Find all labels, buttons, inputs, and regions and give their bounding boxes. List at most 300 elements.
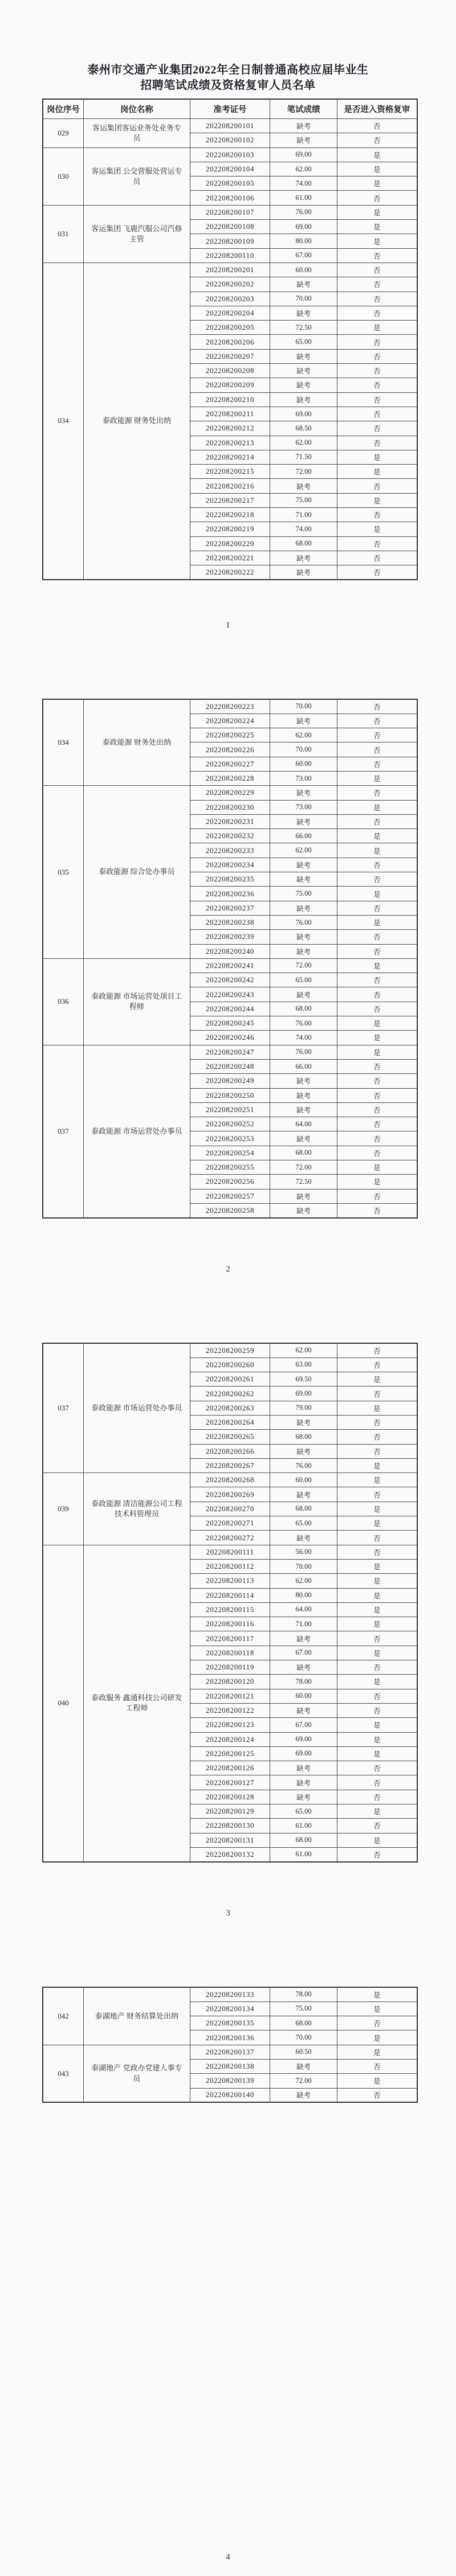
written-score-cell: 缺考 xyxy=(270,1703,337,1717)
results-table xyxy=(42,1343,418,1863)
exam-number-cell: 202208200260 xyxy=(190,1357,270,1372)
written-score-cell: 69.00 xyxy=(270,1732,337,1746)
exam-number-cell: 202208200128 xyxy=(190,1790,270,1804)
written-score-cell: 72.50 xyxy=(270,321,337,335)
exam-number-cell: 202208200250 xyxy=(190,1088,270,1102)
written-score-cell: 75.00 xyxy=(270,493,337,507)
exam-number-cell: 202208200235 xyxy=(190,872,270,887)
review-status-cell: 否 xyxy=(337,1189,417,1203)
review-status-cell: 否 xyxy=(337,2059,417,2073)
post-name-cell: 泰政能源 综合处办事员 xyxy=(84,786,190,959)
review-status-cell: 否 xyxy=(337,1074,417,1088)
exam-number-cell: 202208200110 xyxy=(190,248,270,262)
review-status-cell: 否 xyxy=(337,1357,417,1372)
exam-number-cell: 202208200131 xyxy=(190,1833,270,1847)
written-score-cell: 67.00 xyxy=(270,248,337,262)
written-score-cell: 64.00 xyxy=(270,1117,337,1131)
written-score-cell: 60.00 xyxy=(270,262,337,277)
review-status-cell: 否 xyxy=(337,757,417,771)
exam-number-cell: 202208200108 xyxy=(190,220,270,234)
exam-number-cell: 202208200113 xyxy=(190,1574,270,1588)
written-score-cell: 62.00 xyxy=(270,162,337,176)
exam-number-cell: 202208200262 xyxy=(190,1387,270,1401)
exam-number-cell: 202208200272 xyxy=(190,1531,270,1545)
page-number: 2 xyxy=(226,1265,230,1274)
exam-number-cell: 202208200234 xyxy=(190,858,270,872)
review-status-cell: 是 xyxy=(337,2045,417,2059)
exam-number-cell: 202208200266 xyxy=(190,1444,270,1458)
written-score-cell: 缺考 xyxy=(270,551,337,565)
results-table-wrap xyxy=(42,699,418,1219)
page-3 xyxy=(0,1288,456,1932)
table-row xyxy=(43,1545,417,1559)
post-name-cell: 泰湖地产 财务结算处出纳 xyxy=(84,1987,190,2045)
post-name-cell: 客运集团 飞鹿汽服公司汽修主管 xyxy=(84,205,190,262)
exam-number-cell: 202208200120 xyxy=(190,1675,270,1689)
written-score-cell: 69.00 xyxy=(270,407,337,421)
written-score-cell: 65.00 xyxy=(270,973,337,987)
post-name-cell: 泰政能源 市场运营处办事员 xyxy=(84,1343,190,1473)
exam-number-cell: 202208200257 xyxy=(190,1189,270,1203)
exam-number-cell: 202208200208 xyxy=(190,364,270,378)
review-status-cell: 是 xyxy=(337,177,417,191)
written-score-cell: 缺考 xyxy=(270,1660,337,1675)
written-score-cell: 69.00 xyxy=(270,220,337,234)
review-status-cell: 否 xyxy=(337,191,417,205)
review-status-cell: 否 xyxy=(337,1102,417,1117)
written-score-cell: 75.00 xyxy=(270,887,337,901)
review-status-cell: 是 xyxy=(337,887,417,901)
written-score-cell: 74.00 xyxy=(270,177,337,191)
written-score-cell: 缺考 xyxy=(270,565,337,580)
exam-number-cell: 202208200213 xyxy=(190,436,270,450)
post-number-cell: 034 xyxy=(43,699,84,786)
written-score-cell: 缺考 xyxy=(270,987,337,1002)
post-number-cell: 040 xyxy=(43,1545,84,1862)
results-table-wrap xyxy=(42,99,418,580)
written-score-cell: 73.00 xyxy=(270,800,337,814)
review-status-cell: 否 xyxy=(337,930,417,944)
written-score-cell: 71.50 xyxy=(270,450,337,464)
exam-number-cell: 202208200103 xyxy=(190,147,270,162)
written-score-cell: 68.50 xyxy=(270,421,337,436)
review-status-cell: 否 xyxy=(337,814,417,828)
exam-number-cell: 202208200236 xyxy=(190,887,270,901)
review-status-cell: 是 xyxy=(337,205,417,219)
written-score-cell: 69.50 xyxy=(270,1372,337,1387)
table-row xyxy=(43,2045,417,2059)
review-status-cell: 否 xyxy=(337,262,417,277)
review-status-cell: 否 xyxy=(337,1847,417,1861)
written-score-cell: 缺考 xyxy=(270,2088,337,2102)
review-status-cell: 否 xyxy=(337,508,417,522)
written-score-cell: 68.00 xyxy=(270,1502,337,1516)
review-status-cell: 否 xyxy=(337,119,417,133)
table-body xyxy=(43,699,417,1218)
review-status-cell: 是 xyxy=(337,234,417,248)
written-score-cell: 缺考 xyxy=(270,277,337,292)
column-header: 岗位序号 xyxy=(43,99,84,119)
written-score-cell: 缺考 xyxy=(270,944,337,958)
exam-number-cell: 202208200218 xyxy=(190,508,270,522)
post-number-cell: 043 xyxy=(43,2045,84,2102)
review-status-cell: 否 xyxy=(337,1117,417,1131)
written-score-cell: 71.00 xyxy=(270,1617,337,1631)
exam-number-cell: 202208200254 xyxy=(190,1146,270,1160)
review-status-cell: 否 xyxy=(337,407,417,421)
written-score-cell: 缺考 xyxy=(270,1203,337,1217)
exam-number-cell: 202208200210 xyxy=(190,392,270,407)
written-score-cell: 缺考 xyxy=(270,364,337,378)
exam-number-cell: 202208200269 xyxy=(190,1487,270,1502)
review-status-cell: 否 xyxy=(337,1660,417,1675)
exam-number-cell: 202208200202 xyxy=(190,277,270,292)
table-row xyxy=(43,958,417,973)
written-score-cell: 缺考 xyxy=(270,1631,337,1646)
exam-number-cell: 202208200225 xyxy=(190,728,270,743)
review-status-cell: 否 xyxy=(337,1775,417,1790)
review-status-cell: 是 xyxy=(337,1675,417,1689)
written-score-cell: 缺考 xyxy=(270,1131,337,1146)
exam-number-cell: 202208200135 xyxy=(190,2016,270,2031)
written-score-cell: 缺考 xyxy=(270,392,337,407)
exam-number-cell: 202208200102 xyxy=(190,133,270,147)
written-score-cell: 缺考 xyxy=(270,1761,337,1775)
written-score-cell: 67.00 xyxy=(270,1718,337,1732)
written-score-cell: 61.00 xyxy=(270,191,337,205)
review-status-cell: 否 xyxy=(337,1088,417,1102)
results-table-wrap xyxy=(42,1987,418,2103)
written-score-cell: 68.00 xyxy=(270,1146,337,1160)
page-1 xyxy=(0,0,456,644)
review-status-cell: 否 xyxy=(337,421,417,436)
column-header: 是否进入资格复审 xyxy=(337,99,417,119)
written-score-cell: 70.00 xyxy=(270,743,337,757)
written-score-cell: 缺考 xyxy=(270,1444,337,1458)
written-score-cell: 63.00 xyxy=(270,1357,337,1372)
review-status-cell: 否 xyxy=(337,987,417,1002)
review-status-cell: 否 xyxy=(337,479,417,493)
review-status-cell: 否 xyxy=(337,551,417,565)
review-status-cell: 是 xyxy=(337,1559,417,1573)
exam-number-cell: 202208200253 xyxy=(190,1131,270,1146)
exam-number-cell: 202208200267 xyxy=(190,1458,270,1472)
written-score-cell: 69.00 xyxy=(270,147,337,162)
written-score-cell: 缺考 xyxy=(270,901,337,915)
post-number-cell: 029 xyxy=(43,119,84,148)
written-score-cell: 74.00 xyxy=(270,522,337,536)
written-score-cell: 缺考 xyxy=(270,1189,337,1203)
review-status-cell: 是 xyxy=(337,1746,417,1761)
written-score-cell: 79.00 xyxy=(270,1401,337,1415)
exam-number-cell: 202208200105 xyxy=(190,177,270,191)
post-number-cell: 042 xyxy=(43,1987,84,2045)
written-score-cell: 72.00 xyxy=(270,1160,337,1175)
exam-number-cell: 202208200211 xyxy=(190,407,270,421)
exam-number-cell: 202208200132 xyxy=(190,1847,270,1861)
review-status-cell: 是 xyxy=(337,1160,417,1175)
table-row xyxy=(43,262,417,277)
written-score-cell: 60.50 xyxy=(270,2045,337,2059)
exam-number-cell: 202208200106 xyxy=(190,191,270,205)
written-score-cell: 56.00 xyxy=(270,1545,337,1559)
review-status-cell: 是 xyxy=(337,147,417,162)
exam-number-cell: 202208200230 xyxy=(190,800,270,814)
review-status-cell: 否 xyxy=(337,349,417,363)
written-score-cell: 60.00 xyxy=(270,757,337,771)
post-name-cell: 泰政能源 财务处出纳 xyxy=(84,699,190,786)
exam-number-cell: 202208200249 xyxy=(190,1074,270,1088)
review-status-cell: 是 xyxy=(337,771,417,785)
table-body xyxy=(43,1343,417,1862)
exam-number-cell: 202208200104 xyxy=(190,162,270,176)
document-title xyxy=(0,63,456,93)
review-status-cell: 否 xyxy=(337,277,417,292)
exam-number-cell: 202208200221 xyxy=(190,551,270,565)
written-score-cell: 缺考 xyxy=(270,713,337,728)
exam-number-cell: 202208200248 xyxy=(190,1059,270,1073)
review-status-cell: 否 xyxy=(337,2016,417,2031)
results-table xyxy=(42,99,418,580)
exam-number-cell: 202208200264 xyxy=(190,1415,270,1429)
exam-number-cell: 202208200111 xyxy=(190,1545,270,1559)
review-status-cell: 是 xyxy=(337,450,417,464)
exam-number-cell: 202208200134 xyxy=(190,2001,270,2016)
review-status-cell: 是 xyxy=(337,915,417,929)
page-number: 3 xyxy=(226,1909,230,1918)
written-score-cell: 68.00 xyxy=(270,536,337,551)
exam-number-cell: 202208200129 xyxy=(190,1804,270,1819)
post-number-cell: 034 xyxy=(43,262,84,580)
review-status-cell: 否 xyxy=(337,1790,417,1804)
exam-number-cell: 202208200116 xyxy=(190,1617,270,1631)
table-row xyxy=(43,1473,417,1487)
written-score-cell: 缺考 xyxy=(270,1102,337,1117)
review-status-cell: 否 xyxy=(337,392,417,407)
exam-number-cell: 202208200238 xyxy=(190,915,270,929)
exam-number-cell: 202208200130 xyxy=(190,1819,270,1833)
page-4 xyxy=(0,1932,456,2576)
written-score-cell: 70.00 xyxy=(270,2031,337,2045)
exam-number-cell: 202208200265 xyxy=(190,1430,270,1444)
written-score-cell: 76.00 xyxy=(270,205,337,219)
review-status-cell: 是 xyxy=(337,2074,417,2088)
review-status-cell: 否 xyxy=(337,1203,417,1217)
table-body xyxy=(43,1987,417,2102)
review-status-cell: 否 xyxy=(337,1415,417,1429)
review-status-cell: 否 xyxy=(337,1689,417,1703)
written-score-cell: 70.00 xyxy=(270,292,337,306)
exam-number-cell: 202208200268 xyxy=(190,1473,270,1487)
written-score-cell: 62.00 xyxy=(270,843,337,858)
exam-number-cell: 202208200138 xyxy=(190,2059,270,2073)
exam-number-cell: 202208200206 xyxy=(190,335,270,349)
review-status-cell: 是 xyxy=(337,1987,417,2001)
written-score-cell: 70.00 xyxy=(270,699,337,713)
written-score-cell: 缺考 xyxy=(270,1487,337,1502)
page-2 xyxy=(0,644,456,1288)
written-score-cell: 71.00 xyxy=(270,508,337,522)
exam-number-cell: 202208200232 xyxy=(190,829,270,843)
written-score-cell: 62.00 xyxy=(270,1343,337,1357)
table-row xyxy=(43,119,417,133)
page-number: 4 xyxy=(226,2553,230,2562)
exam-number-cell: 202208200212 xyxy=(190,421,270,436)
exam-number-cell: 202208200219 xyxy=(190,522,270,536)
exam-number-cell: 202208200255 xyxy=(190,1160,270,1175)
review-status-cell: 是 xyxy=(337,1502,417,1516)
review-status-cell: 否 xyxy=(337,306,417,320)
review-status-cell: 否 xyxy=(337,536,417,551)
exam-number-cell: 202208200117 xyxy=(190,1631,270,1646)
exam-number-cell: 202208200112 xyxy=(190,1559,270,1573)
written-score-cell: 缺考 xyxy=(270,306,337,320)
exam-number-cell: 202208200261 xyxy=(190,1372,270,1387)
written-score-cell: 68.00 xyxy=(270,1430,337,1444)
written-score-cell: 76.00 xyxy=(270,1016,337,1031)
column-header: 岗位名称 xyxy=(84,99,190,119)
table-row xyxy=(43,699,417,713)
written-score-cell: 缺考 xyxy=(270,858,337,872)
exam-number-cell: 202208200101 xyxy=(190,119,270,133)
review-status-cell: 否 xyxy=(337,335,417,349)
written-score-cell: 73.00 xyxy=(270,771,337,785)
review-status-cell: 是 xyxy=(337,1401,417,1415)
post-number-cell: 030 xyxy=(43,147,84,205)
written-score-cell: 61.00 xyxy=(270,1819,337,1833)
review-status-cell: 否 xyxy=(337,1703,417,1717)
post-number-cell: 037 xyxy=(43,1045,84,1218)
review-status-cell: 是 xyxy=(337,1602,417,1617)
exam-number-cell: 202208200241 xyxy=(190,958,270,973)
exam-number-cell: 202208200107 xyxy=(190,205,270,219)
exam-number-cell: 202208200251 xyxy=(190,1102,270,1117)
review-status-cell: 是 xyxy=(337,1732,417,1746)
review-status-cell: 是 xyxy=(337,1804,417,1819)
exam-number-cell: 202208200125 xyxy=(190,1746,270,1761)
review-status-cell: 是 xyxy=(337,1646,417,1660)
written-score-cell: 68.00 xyxy=(270,1833,337,1847)
exam-number-cell: 202208200239 xyxy=(190,930,270,944)
exam-number-cell: 202208200243 xyxy=(190,987,270,1002)
review-status-cell: 是 xyxy=(337,1175,417,1189)
review-status-cell: 否 xyxy=(337,565,417,580)
results-table xyxy=(42,1987,418,2103)
written-score-cell: 62.00 xyxy=(270,436,337,450)
review-status-cell: 否 xyxy=(337,1059,417,1073)
exam-number-cell: 202208200228 xyxy=(190,771,270,785)
exam-number-cell: 202208200229 xyxy=(190,786,270,800)
written-score-cell: 76.00 xyxy=(270,915,337,929)
written-score-cell: 80.00 xyxy=(270,1588,337,1602)
exam-number-cell: 202208200217 xyxy=(190,493,270,507)
exam-number-cell: 202208200245 xyxy=(190,1016,270,1031)
post-name-cell: 泰政能源 清洁能源公司工程技术科管理员 xyxy=(84,1473,190,1545)
written-score-cell: 缺考 xyxy=(270,814,337,828)
review-status-cell: 否 xyxy=(337,1487,417,1502)
written-score-cell: 65.00 xyxy=(270,1804,337,1819)
written-score-cell: 69.00 xyxy=(270,1387,337,1401)
written-score-cell: 67.00 xyxy=(270,1646,337,1660)
written-score-cell: 缺考 xyxy=(270,1415,337,1429)
results-table xyxy=(42,699,418,1219)
exam-number-cell: 202208200123 xyxy=(190,1718,270,1732)
column-header: 笔试成绩 xyxy=(270,99,337,119)
exam-number-cell: 202208200215 xyxy=(190,465,270,479)
review-status-cell: 否 xyxy=(337,248,417,262)
written-score-cell: 缺考 xyxy=(270,133,337,147)
review-status-cell: 否 xyxy=(337,378,417,392)
exam-number-cell: 202208200244 xyxy=(190,1002,270,1016)
exam-number-cell: 202208200224 xyxy=(190,713,270,728)
exam-number-cell: 202208200271 xyxy=(190,1516,270,1531)
post-number-cell: 035 xyxy=(43,786,84,959)
exam-number-cell: 202208200233 xyxy=(190,843,270,858)
review-status-cell: 是 xyxy=(337,1458,417,1472)
review-status-cell: 是 xyxy=(337,2001,417,2016)
written-score-cell: 76.00 xyxy=(270,1045,337,1059)
exam-number-cell: 202208200139 xyxy=(190,2074,270,2088)
review-status-cell: 否 xyxy=(337,944,417,958)
exam-number-cell: 202208200115 xyxy=(190,1602,270,1617)
review-status-cell: 否 xyxy=(337,1146,417,1160)
post-number-cell: 036 xyxy=(43,958,84,1045)
review-status-cell: 否 xyxy=(337,1819,417,1833)
post-name-cell: 泰政能源 市场运营处项目工程师 xyxy=(84,958,190,1045)
table-row xyxy=(43,1045,417,1059)
review-status-cell: 是 xyxy=(337,843,417,858)
exam-number-cell: 202208200136 xyxy=(190,2031,270,2045)
written-score-cell: 60.00 xyxy=(270,1689,337,1703)
review-status-cell: 否 xyxy=(337,1631,417,1646)
written-score-cell: 69.00 xyxy=(270,1746,337,1761)
exam-number-cell: 202208200121 xyxy=(190,1689,270,1703)
review-status-cell: 是 xyxy=(337,1617,417,1631)
review-status-cell: 是 xyxy=(337,220,417,234)
review-status-cell: 是 xyxy=(337,1516,417,1531)
exam-number-cell: 202208200109 xyxy=(190,234,270,248)
review-status-cell: 是 xyxy=(337,1588,417,1602)
review-status-cell: 是 xyxy=(337,829,417,843)
review-status-cell: 是 xyxy=(337,1574,417,1588)
review-status-cell: 否 xyxy=(337,292,417,306)
written-score-cell: 缺考 xyxy=(270,872,337,887)
exam-number-cell: 202208200140 xyxy=(190,2088,270,2102)
review-status-cell: 是 xyxy=(337,493,417,507)
written-score-cell: 缺考 xyxy=(270,479,337,493)
review-status-cell: 否 xyxy=(337,1343,417,1357)
exam-number-cell: 202208200118 xyxy=(190,1646,270,1660)
post-name-cell: 泰政能源 市场运营处办事员 xyxy=(84,1045,190,1218)
review-status-cell: 是 xyxy=(337,1718,417,1732)
written-score-cell: 72.50 xyxy=(270,1175,337,1189)
exam-number-cell: 202208200242 xyxy=(190,973,270,987)
written-score-cell: 62.00 xyxy=(270,728,337,743)
written-score-cell: 缺考 xyxy=(270,1531,337,1545)
written-score-cell: 65.00 xyxy=(270,335,337,349)
exam-number-cell: 202208200201 xyxy=(190,262,270,277)
written-score-cell: 66.00 xyxy=(270,829,337,843)
written-score-cell: 缺考 xyxy=(270,119,337,133)
written-score-cell: 缺考 xyxy=(270,1790,337,1804)
written-score-cell: 80.00 xyxy=(270,234,337,248)
table-body xyxy=(43,119,417,580)
written-score-cell: 75.00 xyxy=(270,2001,337,2016)
written-score-cell: 68.00 xyxy=(270,1002,337,1016)
written-score-cell: 74.00 xyxy=(270,1031,337,1045)
review-status-cell: 是 xyxy=(337,522,417,536)
exam-number-cell: 202208200263 xyxy=(190,1401,270,1415)
